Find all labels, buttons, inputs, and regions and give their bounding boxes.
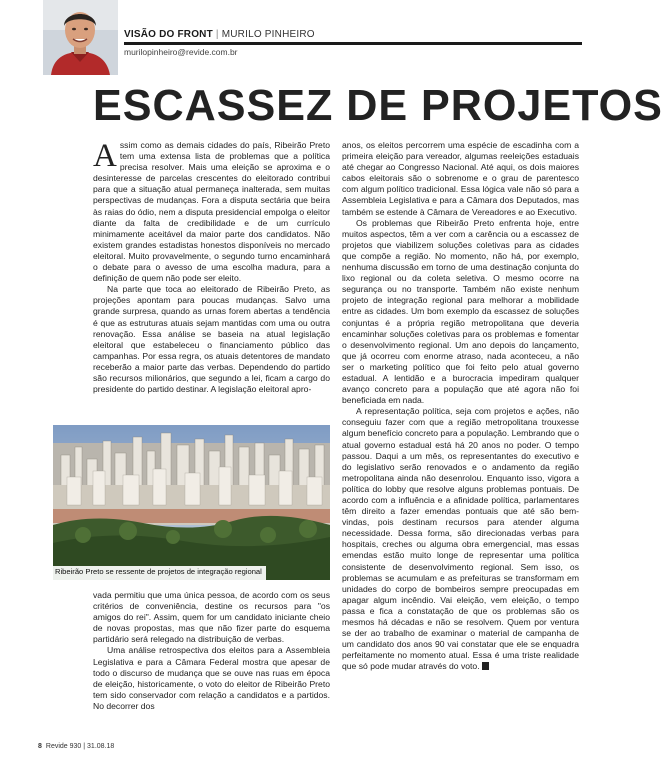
author-photo: [43, 0, 118, 75]
paragraph: Assim como as demais cidades do país, Ribeirão Preto tem uma extensa lista de problemas que a política precisa resolver. Mais uma eleição se aproxima e o desinteresse de parcelas crescentes do eleitorado contribui para que a situação atual permaneça inalterada, sem muitas perspectivas de mudanças. Fora a disputa sectária que beira às raias do ódio, nem a disputa presidencial empolga o eleitor diante da falta de credibilidade e de um currículo minimamente aceitável da maior parte dos candidatos. Não existem grandes estadistas honestos disponíveis no mercado eleitoral. Muito provavelmente, o segundo turno encaminhará o debate para o avesso de uma escolha madura, para a definição de quem não pode ser eleito.: [93, 138, 330, 284]
end-of-article-mark: [482, 662, 489, 670]
page-number: 8: [38, 743, 42, 750]
paragraph: Os problemas que Ribeirão Preto enfrenta hoje, entre muitos aspectos, têm a ver com a carência ou a escassez de projetos que viabilizem soluções coletivas para as cidades que compõe a região. No momento, não há, por exemplo, nenhuma discussão em torno de uma destinação conjunta do lixo regional ou da coleta seletiva. O mesmo ocorre na segurança ou no transporte. Também não existe nenhum projeto de integração regional para melhorar a mobilidade entre as cidades. Um bom exemplo da escassez de soluções conjuntas é a própria região metropolitana que deveria encaminhar soluções coletivas para os problemas e fomentar o desenvolvimento regional. Um ano depois do lançamento, que já ocorreu com enorme atraso, nada aconteceu, a não ser o marketing político que foi feito pelo atual governo estadual. A lentidão e a burocracia impediram qualquer avanço concreto para a população que até agora não foi beneficiada em nada.: [342, 217, 579, 406]
page-folio: [38, 743, 114, 750]
column-author: MURILO PINHEIRO: [221, 29, 315, 40]
author-portrait-image: [43, 0, 118, 75]
paragraph: Na parte que toca ao eleitorado de Ribeirão Preto, as projeções apontam para poucas mudanças. Salvo uma grande surpresa, quando as urnas forem abertas a tendência é que as estruturas atuais sejam mantidas com uma ou outra renovação. Essa análise se baseia na atual legislação eleitoral que estabeleceu o financiamento público das campanhas. Por essa regra, os atuais detentores de mandato receberão a maior parte das verbas. Dependendo do partido são recursos milionários, que segundo a lei, ficam a cargo do presidente do partido destinar. A legislação eleitoral apro-: [93, 284, 330, 395]
paragraph: vada permitiu que uma única pessoa, de acordo com os seus critérios de conveniência, destine os recursos para "os amigos do rei". Assim, quem for um candidato iniciante cheio de novas propostas, mas que não fizer parte do esquema partidário será relegado na distribuição de verbas.: [93, 590, 330, 645]
column-separator: |: [215, 29, 219, 40]
author-email: murilopinheiro@revide.com.br: [124, 47, 238, 57]
article-column-2: [342, 140, 579, 734]
city-skyline-image: [53, 425, 330, 580]
issue-info: Revide 930 | 31.08.18: [45, 743, 115, 750]
paragraph: anos, os eleitos percorrem uma espécie de escadinha com a primeira eleição para vereador, algumas reeleições estaduais até chegar ao Congresso Nacional. Até aqui, os dois maiores cabos eleitorais são o sobrenome e o grau de parentesco com algum político tradicional. Essa lógica vale não só para a Assembleia Legislativa e para a Câmara dos Deputados, mas também se estende à Câmara de Vereadores e ao Executivo.: [342, 140, 579, 217]
article-column-1-continued: [93, 590, 330, 732]
city-photo: [53, 425, 330, 580]
column-rule: [124, 42, 582, 45]
column-brand: VISÃO DO FRONT: [124, 29, 213, 40]
paragraph: A representação política, seja com projetos e ações, não conseguiu fazer com que a região metropolitana trouxesse algum benefício concreto para a população. Lembrando que o atual governo estadual está há 20 anos no poder. O tempo passou. Daqui a um mês, os representantes do executivo e do legislativo serão renovados e o andamento da região metropolitana ainda não desenrolou. Enquanto isso, vigora a política do lobby que resolve alguns problemas pontuais. De acordo com a influência e a afinidade política, parlamentares têm direito a fazer emendas pontuais que até são bem-vindas, pois destinam recursos para atender alguma necessidade. Dessa forma, são direcionadas verbas para hospitais, creches ou alguma obra emergencial, mas essas emendas estão muito longe de representar uma política consistente de desenvolvimento regional. Sem isso, os problemas se acumulam e as prefeituras se transformam em unidades do corpo de bombeiros sempre preocupadas em apagar algum incêndio. Vai eleição, vem eleição, o tempo passa e fica a constatação de que os problemas são os mesmos há décadas e não se resolvem. Quem por ventura se der ao trabalho de examinar o material de campanha de um candidato dos anos 90 vai constatar que ele se enquadra perfeitamente no momento atual. Essa é uma triste realidade que só pode mudar através do voto.: [342, 406, 579, 672]
article-column-1: [93, 140, 330, 418]
drop-cap: A: [93, 138, 117, 174]
photo-caption: Ribeirão Preto se ressente de projetos de integração regional: [53, 566, 266, 580]
column-tag: [124, 29, 315, 40]
article-headline: ESCASSEZ DE PROJETOS: [93, 81, 663, 130]
paragraph: Uma análise retrospectiva dos eleitos para a Assembleia Legislativa e para a Câmara Federal mostra que apesar de todo o discurso de mudança que se ouve nas ruas em época de eleição, historicamente, o voto do eleitor de Ribeirão Preto tem sido conservador com relação a candidatos e a partidos. No decorrer dos: [93, 645, 330, 711]
